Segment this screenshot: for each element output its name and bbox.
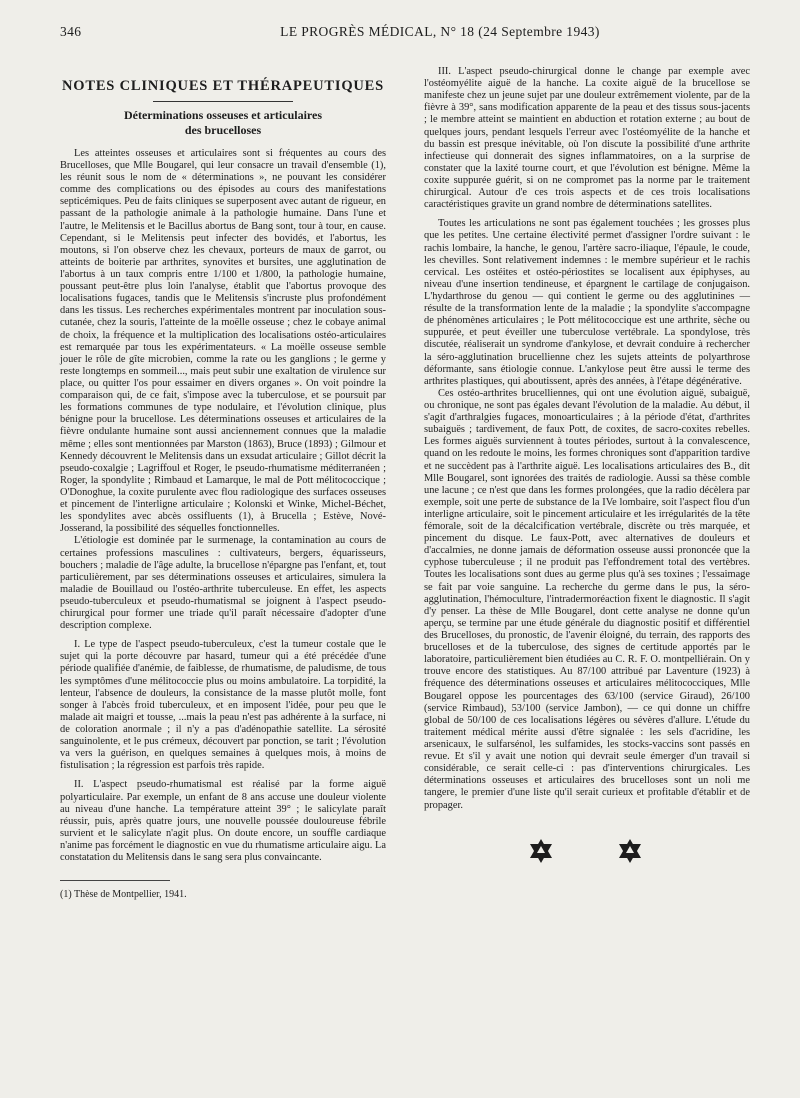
left-column bbox=[60, 72, 386, 901]
paragraph: I. Le type de l'aspect pseudo-tuberculeux, c'est la tumeur costale que le sujet qui la porte découvre par hasard, tumeur qui a été précédée d'une période qualifiée d'anémie, de faiblesse, de rhumatisme, de paludisme, de tous les symptômes d'une mélitococcie plus ou moins ambulatoire. La torpidité, la lenteur, l'absence de douleurs, la consistance de la masse plutôt molle, font songer à l'abcès froid tuberculeux, et en imposent l'idée, pour peu que le malade ait maigri et tousse, ...mais la peau n'est pas adhérente à la surface, ni de coloration anormale ; il n'y a pas d'adénopathie satellite. La sérosité sanguinolente, et le pus crémeux, découvert par ponction, se tarit ; l'évolution va vers la guérison, en quelques semaines à quelques mois, à moins de fistulisation ; la régression est parfois très rapide. bbox=[60, 639, 386, 772]
paragraph: Toutes les articulations ne sont pas également touchées ; les grosses plus que les petites. Une certaine électivité permet d'assigner l'ordre suivant : le rachis lombaire, la hanche, le genou, l'artère sacro-iliaque, l'épaule, le coude, les chevilles. Sont relativement indemnes : le membre supérieur et le rachis cervical. Les ostéites et ostéo-périostites se localisent aux épiphyses, au niveau d'une insertion tendineuse, et épargnent le cartilage de conjugaison. L'hydarthrose du genou — qui contient le germe ou des agglutinines — résulte de la transformation lente de la maladie ; la spondylite s'accompagne de phénomènes articulaires ; le Pott mélitococcique est une arthrite, sèche ou suppurée, et peut éveiller une tuberculose vertébrale. La spondylose, très discutée, réaliserait un syndrome d'ankylose, et devrait conduire à rechercher la séro-agglutination brucellienne chez les sujets atteints de polyarthrose déformante, sans étiologie connue. L'ankylose peut être aussi le terme des arthrites plastiques, qui aboutissent, après des années, à l'étape dégénérative. bbox=[424, 218, 750, 387]
running-title: LE PROGRÈS MÉDICAL, N° 18 (24 Septembre 1943) bbox=[280, 24, 600, 39]
star-ornament-icon bbox=[528, 838, 554, 864]
right-column bbox=[424, 66, 750, 866]
article-title bbox=[60, 108, 386, 138]
paragraph: L'étiologie est dominée par le surmenage, la contamination au cours de certaines professions masculines : cultivateurs, bergers, équarisseurs, bouchers ; maladie de l'âge adulte, la brucellose n'épargne pas l'enfant, et, tout particulièrement, par ses déterminations osseuses et articulaires, simulera la maladie de Bouillaud ou l'ostéo-arthrite tuberculeuse. En effet, les aspects pseudo-tuberculeux et pseudo-rhumatismal se joignent à l'aspect pseudo-chirurgical pour former une triade qu'il paraît nécessaire d'adopter d'une description complexe. bbox=[60, 535, 386, 632]
paragraph: II. L'aspect pseudo-rhumatismal est réalisé par la forme aiguë polyarticulaire. Par exemple, un enfant de 8 ans accuse une douleur violente au niveau d'une hanche. La température atteint 39° ; le salicylate paraît réussir, puis, après quatre jours, une nouvelle poussée douloureuse fébrile survient et le salicylate n'agit plus. On doute encore, un souffle cardiaque n'anime pas forcément le diagnostic en vue du rhumatisme articulaire aigu. La constatation du Melitensis dans le sang sera plus convaincante. bbox=[60, 779, 386, 864]
footnote: (1) Thèse de Montpellier, 1941. bbox=[60, 889, 187, 901]
end-ornaments bbox=[424, 838, 750, 866]
paragraph: III. L'aspect pseudo-chirurgical donne le change par exemple avec l'ostéomyélite aiguë de la hanche. La coxite aiguë de la brucellose se manifeste chez un jeune sujet par une douleur extrêmement violente, par de la fièvre à 39°, sans modification apparente de la peau et des tissus sous-jacents ; le membre atteint se maintient en abduction et rotation externe ; au bout de quelques jours, pendant lesquels l'erreur avec l'ostéomyélite de la hanche et du bassin est presque inévitable, où l'on discute la possibilité d'une arthrite infectieuse qui donnerait des signes inflammatoires, on a la surprise de constater que la laxité tourne court, et que l'évolution est bénigne. Même la coxite suppurée guérit, si on ne compromet pas la norme par le traitement chirurgical. Autour d'e ces trois aspects et de ces trois localisations caractéristiques gravite un grand nombre de déterminations satellites. bbox=[424, 66, 750, 211]
paragraph: Les atteintes osseuses et articulaires sont si fréquentes au cours des Brucelloses, que Mlle Bougarel, qui leur consacre un travail d'ensemble (1), les réunit sous le nom de « déterminations », ne pouvant les considérer comme des complications ou des épisodes au cours des manifestations septicémiques. Peu de faits cliniques se superposent avec autant de rigueur, en passant de la pathologie animale à la pathologie humaine. Dans l'une et l'autre, le Melitensis et le Bacillus abortus de Bang sont, tour à tour, en cause. Cependant, si le Melitensis peut infecter des bovidés, et l'abortus, les moutons, si l'on observe chez les chevaux, porteurs de maux de garrot, ou atteints de boiterie par arthrites, synovites et bursites, une agglutination de l'abortus à un taux compris entre 1/100 et 1/800, la pathologie humaine, poussant peut-être plus loin l'analyse, établit que l'abortus provoque des localisations fugaces, tandis que le Melitensis s'incruste plus profondément dans les tissus. Les recherches expérimentales montrent par inoculation sous-cutanée, chez la souris, l'atteinte de la moëlle osseuse ; chez le cobaye animal de choix, la fréquence et la multiplication des localisations ostéo-articulaires est remarquée par tous les expérimentateurs. « La moëlle osseuse semble jouer le rôle de gîte microbien, comme la rate ou les ganglions ; le germe y reste longtemps en sommeil..., mais peut subir une exaltation de virulence sur place, ou quitter l'os pour essaimer en divers organes ». On voit poindre la comparaison qui, de ce fait, s'impose avec la tuberculose, et se poursuit par les formations communes de type nodulaire, et l'évolution clinique, plus bénigne pour la brucellose. Les déterminations osseuses et articulaires de la fièvre ondulante humaine sont aussi anciennement connues que la maladie même ; elles sont mentionnées par Marston (1863), Bruce (1893) ; Gilmour et Kennedy découvrent le Melitensis dans un exsudat articulaire ; Gillot décrit la pseudo-coxalgie ; Lagriffoul et Roger, le pseudo-rhumatisme méditerranéen ; Roger, la spondylite ; Rimbaud et Lamarque, le mal de Pott mélitococcique ; O'Donoghue, la coxite purulente avec flou radiologique des surfaces osseuses et pincement de l'interligne articulaire ; Kolonski et Winke, Michel-Béchet, les spondylites avec abcès ossifluents (1), à Brucella ; Estève, Nové-Josserand, la possibilité des séquelles fonctionnelles. bbox=[60, 147, 386, 535]
star-ornament-icon bbox=[617, 838, 643, 864]
footnote-divider bbox=[60, 880, 170, 881]
article-title-line-1: Déterminations osseuses et articulaires bbox=[123, 107, 323, 122]
section-title: NOTES CLINIQUES ET THÉRAPEUTIQUES bbox=[62, 78, 384, 94]
paragraph: Ces ostéo-arthrites brucelliennes, qui ont une évolution aiguë, subaiguë, ou chronique, ne sont pas égales devant l'évolution de la maladie. Au début, il s'agit d'arthralgies fugaces, monoarticulaires ; à la période d'état, d'arthrites subaiguës ; tardivement, de faux Pott, de coxites, de sacro-coxites rebelles. Les formes aiguës surviennent à toutes périodes, surtout à la convalescence, quand on les redoute le moins, les formes chroniques sont d'apparition tardive et ne succèdent pas à l'arthrite aiguë. Les localisations articulaires des B., dit Mlle Bougarel, sont ignorées des traités de radiologie. Aussi sa thèse comble une lacune ; ce n'est que dans les formes prolongées, que la radio décèlera par exemple, soit une perte de substance de la IVe lombaire, soit l'aspect flou d'un interligne articulaire, soit le pincement articulaire et les irrégularités de la tête fémorale, soit de la décalcification vertébrale, discrète ou très marquée, et pincement du disque. Le faux-Pott, avec alternatives de douleurs et d'accalmies, ne donne jamais de déformation osseuse aussi prononcée que la cyphose tuberculeuse ; il ne produit pas l'effondrement total des vertèbres. Toutes les localisations sont dues au germe plus qu'à ses toxines ; l'essaimage se fait par voie sanguine. La recherche du germe dans le pus, la séro-agglutination, l'hémoculture, l'intradermoréaction fixent le diagnostic. Il s'agit d'y penser. La thèse de Mlle Bougarel, dont cette analyse ne donne qu'un aperçu, se termine par une étude générale du diagnostic positif et différentiel des Brucelloses, du pronostic, de l'avenir éloigné, du terrain, des rapports des brucelloses et de la tuberculose, des signes de certitude apportés par le laboratoire, particulièrement bien étudiées au C. R. F. O. montpelliérain. On y trouve encore des statistiques. Au 87/100 attribué par Laventure (1923) à fréquence des déterminations osseuses et articulaires mélitococciques, Mlle Bougarel oppose les pourcentages des 63/100 (service Giraud), 26/100 (service Rimbaud), 53/100 (service Jambon), — ce qui donne un chiffre global de 50/100 de ces localisations légères ou sévères d'allure. L'étude du traitement médical mérite aussi d'être signalée : les sels d'acridine, les arsenicaux, le sulfarsénol, les sulfamides, les stocks-vaccins sont passés en revue. Et s'il y avait une notion qui devrait seule émerger d'un travail si considérable, ce serait celle-ci : pas d'interventions chirurgicales. Les déterminations osseuses et articulaires des brucelloses sont un noli me tangere, le premier d'une liste qu'il serait curieux et profitable d'établir et de propager. bbox=[424, 387, 750, 811]
page-number: 346 bbox=[60, 24, 82, 39]
article-title-line-2: des brucelloses bbox=[184, 122, 262, 137]
title-divider bbox=[153, 101, 293, 102]
